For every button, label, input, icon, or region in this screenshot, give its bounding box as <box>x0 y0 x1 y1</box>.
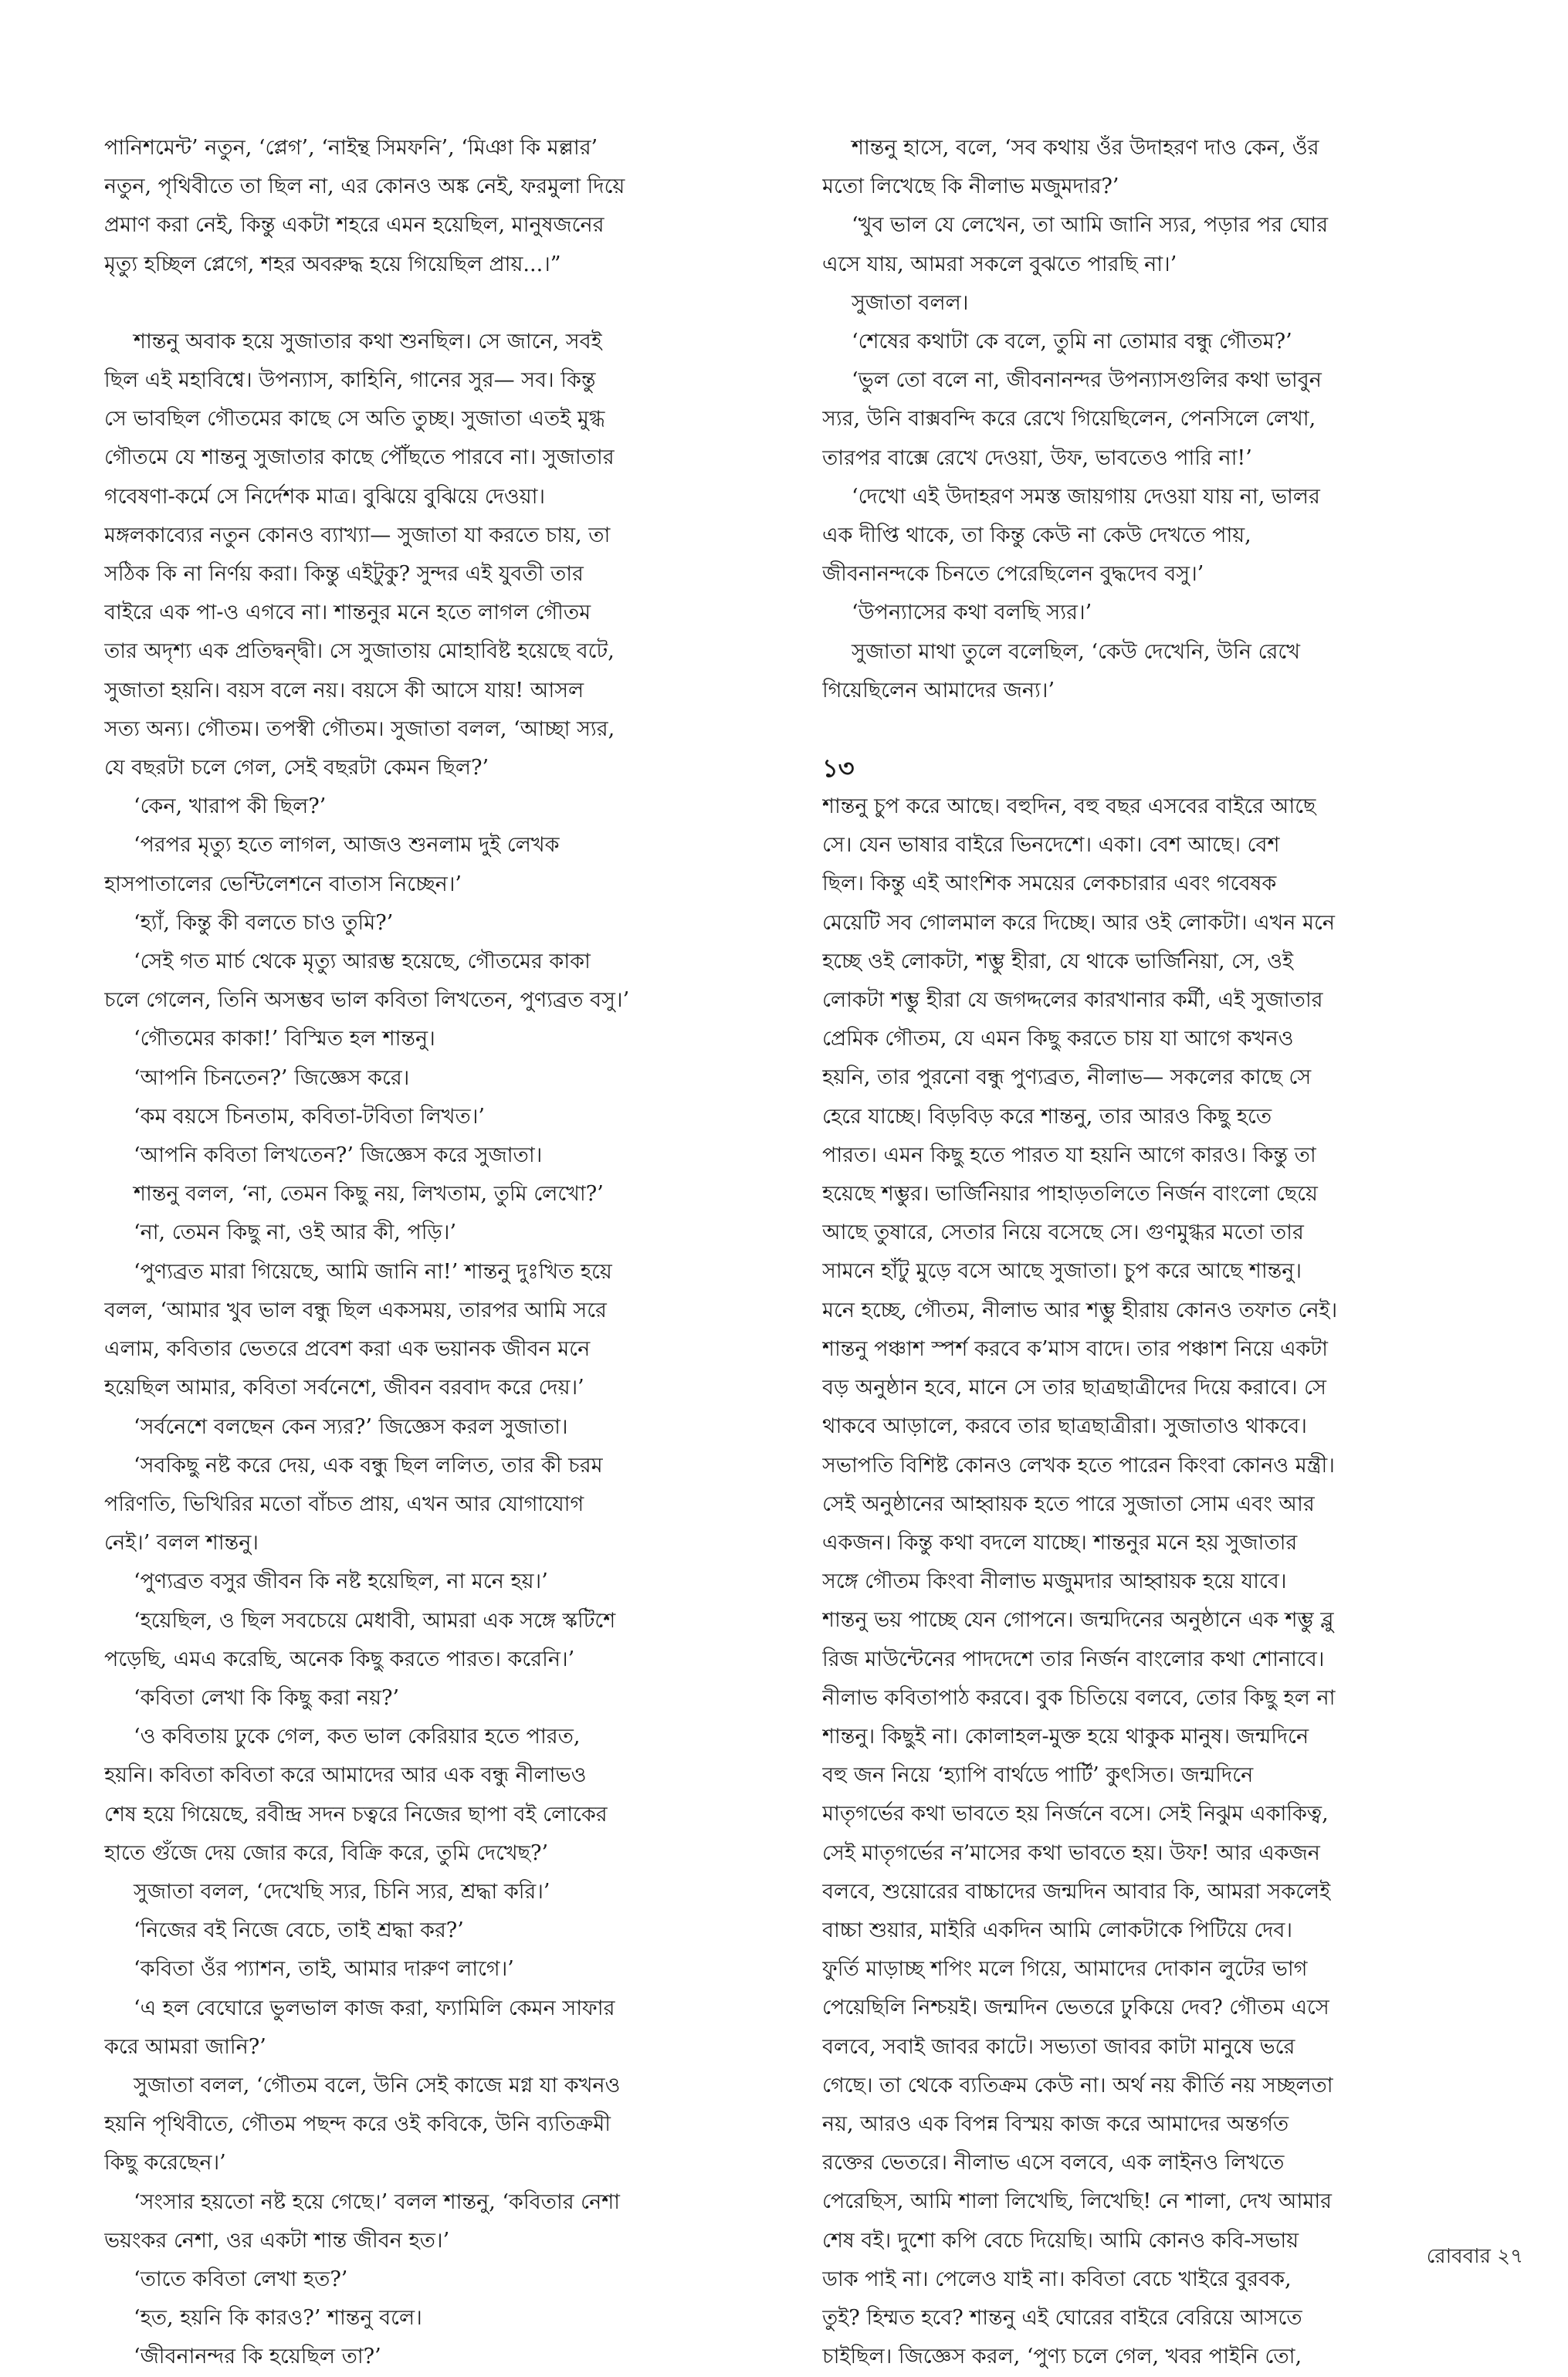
text-line: ‘হয়েছিল, ও ছিল সবচেয়ে মেধাবী, আমরা এক সঙ্গে স্কটিশে <box>134 1608 616 1633</box>
text-line: সুজাতা হয়নি। বয়স বলে নয়। বয়সে কী আসে যায়! আসল <box>104 678 584 703</box>
text-line: এসে যায়, আমরা সকলে বুঝতে পারছি না।’ <box>822 252 1177 276</box>
text-line: সুজাতা মাথা তুলে বলেছিল, ‘কেউ দেখেনি, উনি রেখে <box>852 639 1300 664</box>
page-folio: রোববার ২৭ <box>1426 2245 1523 2268</box>
text-line: চাইছিল। জিজ্ঞেস করল, ‘পুণ্য চলে গেল, খবর পাইনি তো, <box>822 2345 1302 2369</box>
text-line: ‘আপনি চিনতেন?’ জিজ্ঞেস করে। <box>134 1065 410 1090</box>
text-line: শান্তনু ভয় পাচ্ছে যেন গোপনে। জন্মদিনের অনুষ্ঠানে এক শম্ভু ব্লু <box>822 1608 1334 1633</box>
text-line: বলল, ‘আমার খুব ভাল বন্ধু ছিল একসময়, তারপর আমি সরে <box>104 1298 607 1322</box>
text-line: পেয়েছিলি নিশ্চয়ই। জন্মদিন ভেতরে ঢুকিয়ে দেব? গৌতম এসে <box>822 1996 1329 2020</box>
text-line: শান্তনু। কিছুই না। কোলাহল-মুক্ত হয়ে থাকুক মানুষ। জন্মদিনে <box>822 1724 1309 1749</box>
text-line: হেরে যাচ্ছে। বিড়বিড় করে শান্তনু, তার আরও কিছু হতে <box>822 1104 1272 1129</box>
text-line: নেই।’ বলল শান্তনু। <box>104 1531 259 1556</box>
text-line: ‘সেই গত মার্চ থেকে মৃত্যু আরম্ভ হয়েছে, গৌতমের কাকা <box>134 950 591 974</box>
text-line: বড় অনুষ্ঠান হবে, মানে সে তার ছাত্রছাত্রীদের দিয়ে করাবে। সে <box>822 1376 1326 1400</box>
text-line: শান্তনু চুপ করে আছে। বহুদিন, বহু বছর এসবের বাইরে আছে <box>822 794 1316 819</box>
text-line: রিজ মাউন্টেনের পাদদেশে তার নির্জন বাংলোর কথা শোনাবে। <box>822 1647 1325 1671</box>
text-line: সে। যেন ভাষার বাইরে ভিনদেশে। একা। বেশ আছে। বেশ <box>822 833 1280 858</box>
text-line: ‘পুণ্যব্রত বসুর জীবন কি নষ্ট হয়েছিল, না মনে হয়।’ <box>134 1569 548 1594</box>
text-line: মঙ্গলকাব্যের নতুন কোনও ব্যাখ্যা— সুজাতা যা করতে চায়, তা <box>104 523 611 547</box>
text-line: ‘খুব ভাল যে লেখেন, তা আমি জানি স্যর, পড়ার পর ঘোর <box>852 213 1329 238</box>
text-line: সামনে হাঁটু মুড়ে বসে আছে সুজাতা। চুপ করে আছে শান্তনু। <box>822 1259 1302 1284</box>
text-line: করে আমরা জানি?’ <box>104 2034 266 2059</box>
text-line: ‘না, তেমন কিছু না, ওই আর কী, পড়ি।’ <box>134 1221 457 1245</box>
text-line: সেই মাতৃগর্ভের ন’মাসের কথা ভাবতে হয়। উফ! আর একজন <box>822 1840 1320 1865</box>
text-line: ‘ও কবিতায় ঢুকে গেল, কত ভাল কেরিয়ার হতে পারত, <box>134 1725 581 1749</box>
text-line: একজন। কিন্তু কথা বদলে যাচ্ছে। শান্তনুর মনে হয় সুজাতার <box>822 1530 1298 1555</box>
paragraph-gap <box>104 284 777 323</box>
text-line: নীলাভ কবিতাপাঠ করবে। বুক চিতিয়ে বলবে, তোর কিছু হল না <box>822 1685 1336 1710</box>
text-line: পরিণতি, ভিখিরির মতো বাঁচত প্রায়, এখন আর যোগাযোগ <box>104 1492 584 1516</box>
text-line: ‘সর্বনেশে বলছেন কেন স্যর?’ জিজ্ঞেস করল সুজাতা। <box>134 1414 568 1439</box>
text-line: ‘পরপর মৃত্যু হতে লাগল, আজও শুনলাম দুই লেখক <box>134 833 560 858</box>
text-line: তারপর বাক্সে রেখে দেওয়া, উফ, ভাবতেও পারি না!’ <box>822 445 1252 470</box>
text-line: বাচ্চা শুয়ার, মাইরি একদিন আমি লোকটাকে পিটিয়ে দেব। <box>822 1918 1293 1942</box>
text-line: ‘শেষের কথাটা কে বলে, তুমি না তোমার বন্ধু গৌতম?’ <box>852 330 1292 354</box>
text-line: মনে হচ্ছে, গৌতম, নীলাভ আর শম্ভু হীরায় কোনও তফাত নেই। <box>822 1298 1338 1322</box>
text-line: বলবে, শুয়োরের বাচ্চাদের জন্মদিন আবার কি, আমরা সকলেই <box>822 1879 1331 1904</box>
text-line: বহু জন নিয়ে ‘হ্যাপি বার্থডে পার্টি’ কুৎসিত। জন্মদিনে <box>822 1763 1254 1788</box>
text-line: প্রমাণ করা নেই, কিন্তু একটা শহরে এমন হয়েছিল, মানুষজনের <box>104 213 605 238</box>
text-line: গবেষণা-কর্মে সে নির্দেশক মাত্র। বুঝিয়ে বুঝিয়ে দেওয়া। <box>104 484 546 509</box>
text-line: হয়নি পৃথিবীতে, গৌতম পছন্দ করে ওই কবিকে, উনি ব্যতিক্রমী <box>104 2112 611 2137</box>
text-line: গেছে। তা থেকে ব্যতিক্রম কেউ না। অর্থ নয় কীর্তি নয় সচ্ছলতা <box>822 2073 1333 2098</box>
text-line: ‘পুণ্যব্রত মারা গিয়েছে, আমি জানি না!’ শান্তনু দুঃখিত হয়ে <box>134 1259 612 1284</box>
text-line: সঙ্গে গৌতম কিংবা নীলাভ মজুমদার আহ্বায়ক হয়ে যাবে। <box>822 1569 1287 1594</box>
text-line: ‘গৌতমের কাকা!’ বিস্মিত হল শান্তনু। <box>134 1027 435 1051</box>
text-line: শান্তনু অবাক হয়ে সুজাতার কথা শুনছিল। সে জানে, সবই <box>134 329 602 354</box>
text-line: গৌতমে যে শান্তনু সুজাতার কাছে পৌঁছতে পারবে না। সুজাতার <box>104 445 615 470</box>
text-line: ছিল এই মহাবিশ্বে। উপন্যাস, কাহিনি, গানের সুর— সব। কিন্তু <box>104 368 596 393</box>
text-line: হয়েছিল আমার, কবিতা সর্বনেশে, জীবন বরবাদ করে দেয়।’ <box>104 1376 584 1400</box>
section-gap <box>822 710 1495 749</box>
text-line: পেরেছিস, আমি শালা লিখেছি, লিখেছি! নে শালা, দেখ আমার <box>822 2189 1333 2214</box>
text-line: ‘তাতে কবিতা লেখা হত?’ <box>134 2267 348 2291</box>
text-line: নয়, আরও এক বিপন্ন বিস্ময় কাজ করে আমাদের অন্তর্গত <box>822 2111 1289 2136</box>
text-line: গিয়েছিলেন আমাদের জন্য।’ <box>822 678 1055 703</box>
text-line: পড়েছি, এমএ করেছি, অনেক কিছু করতে পারত। করেনি।’ <box>104 1647 575 1671</box>
text-line: ফুর্তি মাড়াচ্ছ শপিং মলে গিয়ে, আমাদের দোকান লুটের ভাগ <box>822 1957 1308 1982</box>
text-line: ‘সবকিছু নষ্ট করে দেয়, এক বন্ধু ছিল ললিত, তার কী চরম <box>134 1453 603 1478</box>
text-line: ‘জীবনানন্দর কি হয়েছিল তা?’ <box>134 2345 381 2369</box>
text-line: আছে তুষারে, সেতার নিয়ে বসেছে সে। গুণমুগ্ধর মতো তার <box>822 1221 1304 1245</box>
text-line: তার অদৃশ্য এক প্রতিদ্বন্দ্বী। সে সুজাতায় মোহাবিষ্ট হয়েছে বটে, <box>104 639 615 664</box>
text-line: চলে গেলেন, তিনি অসম্ভব ভাল কবিতা লিখতেন, পুণ্যব্রত বসু।’ <box>104 988 630 1013</box>
text-line: মাতৃগর্ভের কথা ভাবতে হয় নির্জনে বসে। সেই নিঝুম একাকিত্ব, <box>822 1802 1329 1827</box>
text-line: বাইরে এক পা-ও এগবে না। শান্তনুর মনে হতে লাগল গৌতম <box>104 601 591 625</box>
text-line: হচ্ছে ওই লোকটা, শম্ভু হীরা, যে থাকে ভার্জিনিয়া, সে, ওই <box>822 949 1294 973</box>
text-line: মৃত্যু হচ্ছিল প্লেগে, শহর অবরুদ্ধ হয়ে গিয়েছিল প্রায়...।” <box>104 252 561 276</box>
text-line: বলবে, সবাই জাবর কাটে। সভ্যতা জাবর কাটা মানুষে ভরে <box>822 2034 1295 2059</box>
text-line: ‘আপনি কবিতা লিখতেন?’ জিজ্ঞেস করে সুজাতা। <box>134 1143 543 1168</box>
text-line: ‘কবিতা লেখা কি কিছু করা নয়?’ <box>134 1685 400 1710</box>
text-line: শেষ হয়ে গিয়েছে, রবীন্দ্র সদন চত্বরে নিজের ছাপা বই লোকের <box>104 1802 608 1827</box>
text-line: সত্য অন্য। গৌতম। তপস্বী গৌতম। সুজাতা বলল, ‘আচ্ছা স্যর, <box>104 716 615 741</box>
text-line: পারত। এমন কিছু হতে পারত যা হয়নি আগে কারও। কিন্তু তা <box>822 1143 1316 1167</box>
text-line: ‘নিজের বই নিজে বেচে, তাই শ্রদ্ধা কর?’ <box>134 1918 464 1943</box>
text-line: হাতে গুঁজে দেয় জোর করে, বিক্রি করে, তুমি দেখেছ?’ <box>104 1840 549 1865</box>
text-line: হয়নি, তার পুরনো বন্ধু পুণ্যব্রত, নীলাভ— সকলের কাছে সে <box>822 1065 1312 1090</box>
text-line: হয়নি। কবিতা কবিতা করে আমাদের আর এক বন্ধু নীলাভও <box>104 1763 587 1788</box>
text-line: সঠিক কি না নির্ণয় করা। কিন্তু এইটুকু? সুন্দর এই যুবতী তার <box>104 562 584 587</box>
text-line: থাকবে আড়ালে, করবে তার ছাত্রছাত্রীরা। সুজাতাও থাকবে। <box>822 1414 1307 1439</box>
text-line: এলাম, কবিতার ভেতরে প্রবেশ করা এক ভয়ানক জীবন মনে <box>104 1337 591 1362</box>
text-line: স্যর, উনি বাক্সবন্দি করে রেখে গিয়েছিলেন, পেনসিলে লেখা, <box>822 407 1316 432</box>
text-line: মতো লিখেছে কি নীলাভ মজুমদার?’ <box>822 174 1119 199</box>
text-line: পানিশমেন্ট’ নতুন, ‘প্লেগ’, ‘নাইন্থ সিমফনি’, ‘মিঞা কি মল্লার’ <box>104 136 598 160</box>
text-line: রক্তের ভেতরে। নীলাভ এসে বলবে, এক লাইনও লিখতে <box>822 2151 1285 2176</box>
text-line: শান্তনু বলল, ‘না, তেমন কিছু নয়, লিখতাম, তুমি লেখো?’ <box>134 1182 604 1207</box>
text-line: হয়েছে শম্ভুর। ভার্জিনিয়ার পাহাড়তলিতে নির্জন বাংলো ছেয়ে <box>822 1182 1318 1207</box>
text-line: এক দীপ্তি থাকে, তা কিন্তু কেউ না কেউ দেখতে পায়, <box>822 523 1251 548</box>
text-line: সুজাতা বলল, ‘গৌতম বলে, উনি সেই কাজে মগ্ন যা কখনও <box>134 2073 621 2098</box>
text-line: যে বছরটা চলে গেল, সেই বছরটা কেমন ছিল?’ <box>104 756 489 780</box>
text-line: প্রেমিক গৌতম, যে এমন কিছু করতে চায় যা আগে কখনও <box>822 1027 1294 1051</box>
text-line: ‘দেখো এই উদাহরণ সমস্ত জায়গায় দেওয়া যায় না, ভালর <box>852 484 1320 509</box>
text-line: তুই? হিম্মত হবে? শান্তনু এই ঘোরের বাইরে বেরিয়ে আসতে <box>822 2305 1302 2330</box>
text-line: শান্তনু পঞ্চাশ স্পর্শ করবে ক’মাস বাদে। তার পঞ্চাশ নিয়ে একটা <box>822 1336 1328 1361</box>
text-line: ছিল। কিন্তু এই আংশিক সময়ের লেকচারার এবং গবেষক <box>822 872 1277 896</box>
text-line: লোকটা শম্ভু হীরা যে জগদ্দলের কারখানার কর্মী, এই সুজাতার <box>822 988 1323 1013</box>
text-line: জীবনানন্দকে চিনতে পেরেছিলেন বুদ্ধদেব বসু।’ <box>822 562 1204 587</box>
text-line: ‘হত, হয়নি কি কারও?’ শান্তনু বলে। <box>134 2306 422 2331</box>
text-line: ‘কম বয়সে চিনতাম, কবিতা-টবিতা লিখত।’ <box>134 1104 485 1129</box>
text-line: হাসপাতালের ভেন্টিলেশনে বাতাস নিচ্ছেন।’ <box>104 872 462 896</box>
text-line: সভাপতি বিশিষ্ট কোনও লেখক হতে পারেন কিংবা কোনও মন্ত্রী। <box>822 1453 1335 1478</box>
text-line: ‘কবিতা ওঁর প্যাশন, তাই, আমার দারুণ লাগে।’ <box>134 1957 514 1982</box>
right-text-column <box>822 0 1495 2376</box>
text-line: ডাক পাই না। পেলেও যাই না। কবিতা বেচে খাইরে বুরবক, <box>822 2267 1292 2291</box>
text-line: ‘ভুল তো বলে না, জীবনানন্দর উপন্যাসগুলির কথা ভাবুন <box>852 368 1322 393</box>
text-line: কিছু করেছেন।’ <box>104 2151 226 2176</box>
text-line: শেষ বই। দুশো কপি বেচে দিয়েছি। আমি কোনও কবি-সভায় <box>822 2228 1299 2253</box>
text-line: সুজাতা বলল। <box>852 290 969 315</box>
text-line: সুজাতা বলল, ‘দেখেছি স্যর, চিনি স্যর, শ্রদ্ধা করি।’ <box>134 1879 550 1904</box>
left-text-column <box>104 0 777 2377</box>
text-line: ‘এ হল বেঘোরে ভুলভাল কাজ করা, ফ্যামিলি কেমন সাফার <box>134 1996 615 2020</box>
text-line: ‘হ্যাঁ, কিন্তু কী বলতে চাও তুমি?’ <box>134 910 394 935</box>
text-line: শান্তনু হাসে, বলে, ‘সব কথায় ওঁর উদাহরণ দাও কেন, ওঁর <box>852 136 1319 160</box>
text-line: ‘উপন্যাসের কথা বলছি স্যর।’ <box>852 601 1092 625</box>
text-line: নতুন, পৃথিবীতে তা ছিল না, এর কোনও অঙ্ক নেই, ফরমুলা দিয়ে <box>104 174 625 199</box>
text-line: সেই অনুষ্ঠানের আহ্বায়ক হতে পারে সুজাতা সোম এবং আর <box>822 1492 1315 1516</box>
text-line: সে ভাবছিল গৌতমের কাছে সে অতি তুচ্ছ। সুজাতা এতই মুগ্ধ <box>104 407 605 432</box>
chapter-number: ১৩ <box>822 753 855 784</box>
text-line: ‘কেন, খারাপ কী ছিল?’ <box>134 794 327 819</box>
text-line: ভয়ংকর নেশা, ওর একটা শান্ত জীবন হত।’ <box>104 2228 450 2253</box>
text-line: মেয়েটি সব গোলমাল করে দিচ্ছে। আর ওই লোকটা। এখন মনে <box>822 910 1335 935</box>
text-line: ‘সংসার হয়তো নষ্ট হয়ে গেছে।’ বলল শান্তনু, ‘কবিতার নেশা <box>134 2189 620 2214</box>
